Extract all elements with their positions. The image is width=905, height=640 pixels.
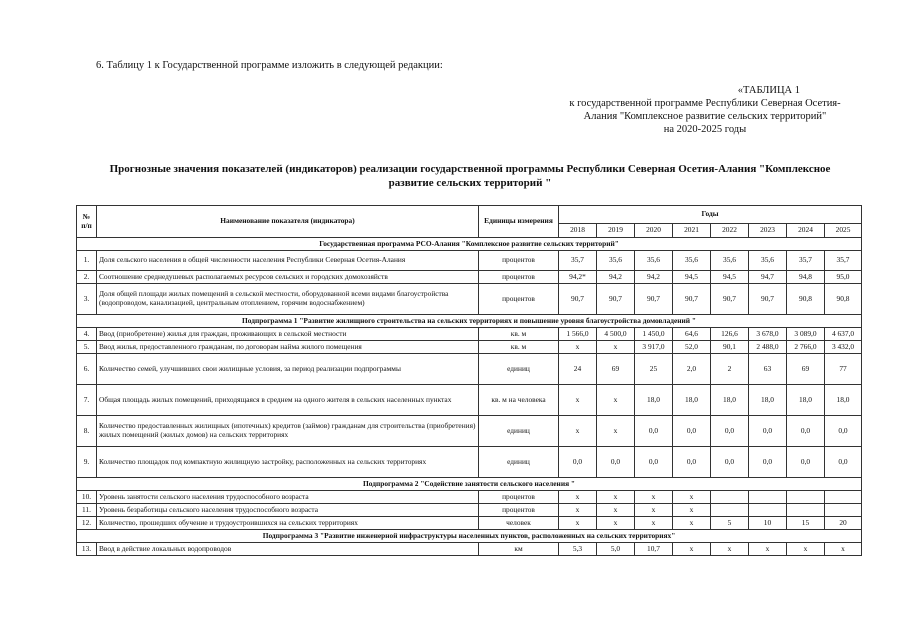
value-cell: x [673, 504, 711, 517]
value-cell: 24 [559, 354, 597, 385]
value-cell: 69 [597, 354, 635, 385]
value-cell: 64,6 [673, 328, 711, 341]
value-cell: 0,0 [825, 447, 862, 478]
value-cell: x [597, 517, 635, 530]
indicator-name: Ввод жилья, предоставленного гражданам, по договорам найма жилого помещения [97, 341, 479, 354]
title-line-2: развитие сельских территорий " [388, 177, 552, 189]
indicator-name: Ввод (приобретение) жилья для граждан, проживающих в сельской местности [97, 328, 479, 341]
value-cell: 18,0 [673, 385, 711, 416]
table-body [77, 238, 862, 556]
value-cell: 52,0 [673, 341, 711, 354]
indicator-name: Количество площадок под компактную жилищную застройку, расположенных на сельских территориях [97, 447, 479, 478]
value-cell: 0,0 [635, 416, 673, 447]
unit-cell: км [479, 543, 559, 556]
value-cell: x [559, 416, 597, 447]
value-cell: 1 566,0 [559, 328, 597, 341]
row-number: 3. [77, 284, 97, 315]
header-year: 2021 [673, 224, 711, 238]
unit-cell: кв. м [479, 328, 559, 341]
row-number: 2. [77, 271, 97, 284]
value-cell: x [635, 504, 673, 517]
value-cell: 94,8 [787, 271, 825, 284]
section-title: Государственная программа РСО-Алания "Комплексное развитие сельских территорий" [77, 238, 862, 251]
value-cell: 3 917,0 [635, 341, 673, 354]
indicator-name: Количество семей, улучшивших свои жилищные условия, за период реализации подпрограммы [97, 354, 479, 385]
value-cell [749, 504, 787, 517]
table-row [77, 271, 862, 284]
value-cell: 2,0 [673, 354, 711, 385]
value-cell: x [711, 543, 749, 556]
value-cell: 90,7 [673, 284, 711, 315]
table-row [77, 251, 862, 271]
value-cell: 0,0 [559, 447, 597, 478]
value-cell: x [825, 543, 862, 556]
appendix-line-4: на 2020-2025 годы [663, 124, 747, 135]
value-cell: 3 432,0 [825, 341, 862, 354]
value-cell: 126,6 [711, 328, 749, 341]
row-number: 7. [77, 385, 97, 416]
table-row [77, 491, 862, 504]
appendix-line-3: Алания "Комплексное развитие сельских территорий" [583, 111, 827, 122]
value-cell: 2 488,0 [749, 341, 787, 354]
value-cell: 25 [635, 354, 673, 385]
indicator-name: Доля общей площади жилых помещений в сельской местности, оборудованной всеми видами благоустройства (водопроводом, канализацией, центральным отоплением, горячим водоснабжением) [97, 284, 479, 315]
value-cell: 1 450,0 [635, 328, 673, 341]
intro-text: 6. Таблицу 1 к Государственной программе изложить в следующей редакции: [96, 60, 443, 71]
section-title: Подпрограмма 3 "Развитие инженерной инфраструктуры населенных пунктов, расположенных на сельских территориях" [77, 530, 862, 543]
title-line-1: Прогнозные значения показателей (индикаторов) реализации государственной программы Республики Северная Осетия-Алания "Комплексное [109, 163, 831, 175]
unit-cell: человек [479, 517, 559, 530]
header-num: № п/п [77, 206, 97, 238]
value-cell: 0,0 [787, 416, 825, 447]
unit-cell: процентов [479, 504, 559, 517]
value-cell: 35,7 [825, 251, 862, 271]
indicator-name: Доля сельского населения в общей численности населения Республики Северная Осетия-Алания [97, 251, 479, 271]
unit-cell: кв. м на человека [479, 385, 559, 416]
indicator-name: Ввод в действие локальных водопроводов [97, 543, 479, 556]
indicator-name: Количество предоставленных жилищных (ипотечных) кредитов (займов) гражданам для строительства (приобретения) жилых помещений (жилых домов) на сельских территориях [97, 416, 479, 447]
value-cell: 69 [787, 354, 825, 385]
value-cell: 94,2 [597, 271, 635, 284]
table-row [77, 447, 862, 478]
value-cell: x [673, 543, 711, 556]
row-number: 11. [77, 504, 97, 517]
table-row [77, 341, 862, 354]
section-row [77, 530, 862, 543]
value-cell: 94,5 [711, 271, 749, 284]
value-cell: 90,7 [559, 284, 597, 315]
value-cell: 90,8 [787, 284, 825, 315]
header-year: 2025 [825, 224, 862, 238]
value-cell [787, 491, 825, 504]
row-number: 9. [77, 447, 97, 478]
table-row [77, 385, 862, 416]
value-cell: 35,6 [673, 251, 711, 271]
value-cell: 4 637,0 [825, 328, 862, 341]
section-title: Подпрограмма 1 "Развитие жилищного строительства на сельских территориях и повышение уровня благоустройства домовладений " [77, 315, 862, 328]
unit-cell: единиц [479, 354, 559, 385]
value-cell: 0,0 [673, 416, 711, 447]
value-cell: 90,7 [635, 284, 673, 315]
unit-cell: кв. м [479, 341, 559, 354]
table-row [77, 517, 862, 530]
value-cell: 63 [749, 354, 787, 385]
table-row [77, 284, 862, 315]
value-cell: 90,7 [749, 284, 787, 315]
unit-cell: процентов [479, 271, 559, 284]
table-row [77, 416, 862, 447]
header-year: 2023 [749, 224, 787, 238]
header-year: 2018 [559, 224, 597, 238]
value-cell: x [597, 504, 635, 517]
value-cell: 77 [825, 354, 862, 385]
value-cell [825, 491, 862, 504]
value-cell: 0,0 [635, 447, 673, 478]
value-cell [711, 491, 749, 504]
unit-cell: единиц [479, 416, 559, 447]
row-number: 8. [77, 416, 97, 447]
table-row [77, 354, 862, 385]
indicator-name: Уровень безработицы сельского населения трудоспособного возраста [97, 504, 479, 517]
value-cell: x [559, 504, 597, 517]
row-number: 13. [77, 543, 97, 556]
unit-cell: процентов [479, 284, 559, 315]
indicator-name: Общая площадь жилых помещений, приходящаяся в среднем на одного жителя в сельских населенных пунктах [97, 385, 479, 416]
row-number: 1. [77, 251, 97, 271]
value-cell: 35,6 [711, 251, 749, 271]
value-cell: x [597, 416, 635, 447]
section-title: Подпрограмма 2 "Содействие занятости сельского населения " [77, 478, 862, 491]
header-year: 2022 [711, 224, 749, 238]
value-cell: x [597, 341, 635, 354]
section-row [77, 238, 862, 251]
value-cell: x [559, 341, 597, 354]
value-cell: 20 [825, 517, 862, 530]
appendix-line-1: «ТАБЛИЦА 1 [737, 85, 800, 96]
unit-cell: процентов [479, 251, 559, 271]
value-cell: 0,0 [597, 447, 635, 478]
value-cell: 18,0 [635, 385, 673, 416]
row-number: 6. [77, 354, 97, 385]
table-row [77, 504, 862, 517]
value-cell: 90,7 [597, 284, 635, 315]
indicators-table [76, 205, 862, 556]
value-cell: 4 500,0 [597, 328, 635, 341]
value-cell: 95,0 [825, 271, 862, 284]
value-cell: 15 [787, 517, 825, 530]
value-cell: 94,2 [635, 271, 673, 284]
value-cell: 90,7 [711, 284, 749, 315]
value-cell: x [597, 491, 635, 504]
value-cell: x [559, 491, 597, 504]
header-years: Годы [559, 206, 862, 224]
value-cell [825, 504, 862, 517]
value-cell: 3 089,0 [787, 328, 825, 341]
value-cell: 0,0 [825, 416, 862, 447]
value-cell: 35,6 [597, 251, 635, 271]
value-cell: x [787, 543, 825, 556]
row-number: 12. [77, 517, 97, 530]
header-year: 2020 [635, 224, 673, 238]
header-year: 2019 [597, 224, 635, 238]
table-row [77, 328, 862, 341]
indicator-name: Соотношение среднедушевых располагаемых ресурсов сельских и городских домохозяйств [97, 271, 479, 284]
section-row [77, 478, 862, 491]
unit-cell: единиц [479, 447, 559, 478]
value-cell: 3 678,0 [749, 328, 787, 341]
appendix-line-2: к государственной программе Республики Северная Осетия- [569, 98, 841, 109]
value-cell: 2 [711, 354, 749, 385]
section-row [77, 315, 862, 328]
value-cell: 0,0 [749, 416, 787, 447]
value-cell: x [635, 517, 673, 530]
row-number: 5. [77, 341, 97, 354]
value-cell: 18,0 [825, 385, 862, 416]
unit-cell: процентов [479, 491, 559, 504]
value-cell: 0,0 [673, 447, 711, 478]
value-cell: 0,0 [749, 447, 787, 478]
value-cell: 0,0 [787, 447, 825, 478]
value-cell: x [749, 543, 787, 556]
value-cell [787, 504, 825, 517]
row-number: 10. [77, 491, 97, 504]
value-cell: 5,3 [559, 543, 597, 556]
value-cell: 90,1 [711, 341, 749, 354]
value-cell: 35,6 [635, 251, 673, 271]
indicator-name: Уровень занятости сельского населения трудоспособного возраста [97, 491, 479, 504]
value-cell: x [673, 491, 711, 504]
value-cell: 5 [711, 517, 749, 530]
value-cell: 18,0 [749, 385, 787, 416]
value-cell: 0,0 [711, 416, 749, 447]
value-cell: 18,0 [711, 385, 749, 416]
value-cell: 0,0 [711, 447, 749, 478]
appendix-block [540, 84, 870, 136]
value-cell: 94,2* [559, 271, 597, 284]
document-title [80, 162, 860, 190]
value-cell: 35,7 [787, 251, 825, 271]
value-cell: x [673, 517, 711, 530]
table-header [77, 206, 862, 238]
value-cell: 94,7 [749, 271, 787, 284]
value-cell: 94,5 [673, 271, 711, 284]
header-unit: Единицы измерения [479, 206, 559, 238]
value-cell [749, 491, 787, 504]
value-cell: x [559, 517, 597, 530]
row-number: 4. [77, 328, 97, 341]
value-cell: 2 766,0 [787, 341, 825, 354]
value-cell: 18,0 [787, 385, 825, 416]
value-cell: 10,7 [635, 543, 673, 556]
header-year: 2024 [787, 224, 825, 238]
value-cell: x [559, 385, 597, 416]
value-cell: 10 [749, 517, 787, 530]
table-row [77, 543, 862, 556]
value-cell: 35,7 [559, 251, 597, 271]
value-cell: 90,8 [825, 284, 862, 315]
value-cell: x [635, 491, 673, 504]
value-cell [711, 504, 749, 517]
value-cell: 5,0 [597, 543, 635, 556]
header-name: Наименование показателя (индикатора) [97, 206, 479, 238]
indicator-name: Количество, прошедших обучение и трудоустроившихся на сельских территориях [97, 517, 479, 530]
value-cell: 35,6 [749, 251, 787, 271]
value-cell: x [597, 385, 635, 416]
